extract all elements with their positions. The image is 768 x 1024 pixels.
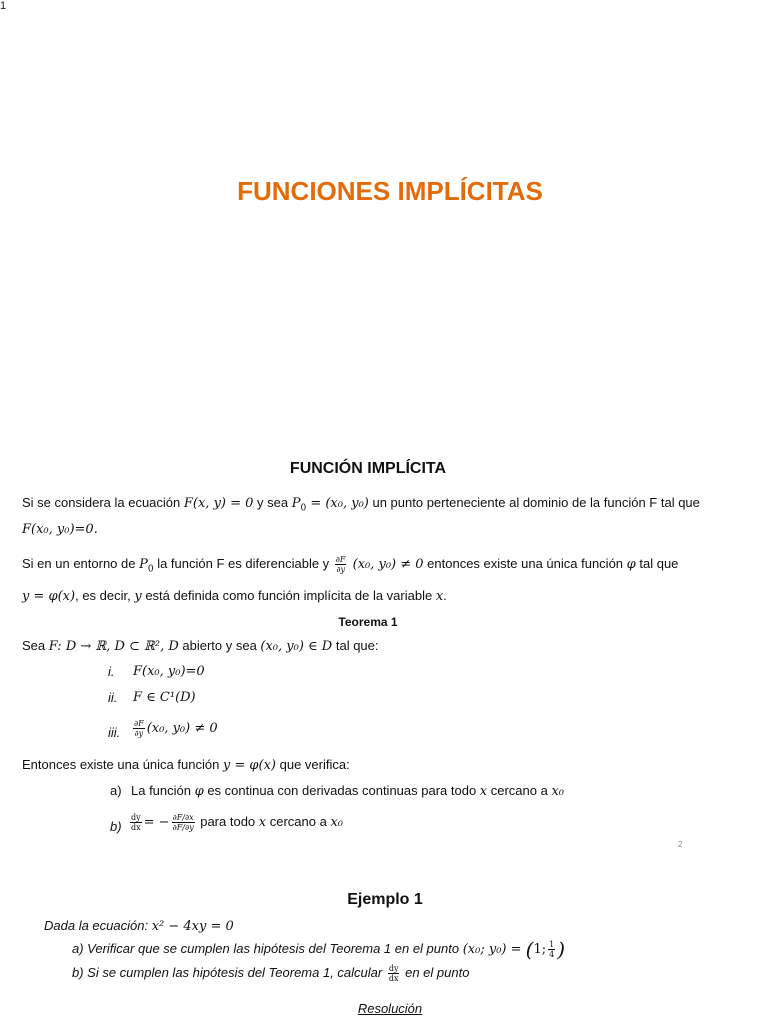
fraction-numerator: dy — [388, 964, 399, 973]
text: tal que — [635, 555, 679, 571]
fraction-numerator: ∂F/∂x — [172, 813, 194, 822]
fraction — [548, 940, 555, 959]
paragraph-1 — [22, 495, 700, 517]
text: a) Verificar que se cumplen las hipótesis del Teorema 1 en el punto — [72, 940, 463, 956]
variable: x₀ — [330, 814, 343, 830]
text: La función — [131, 783, 195, 798]
fraction-denominator: dx — [388, 974, 399, 983]
paragraph-2-line-2 — [22, 588, 447, 605]
fraction-numerator: 1 — [549, 940, 555, 949]
fraction-denominator: ∂y — [336, 565, 345, 574]
point-symbol: P — [139, 556, 148, 572]
equation: = (x₀, y₀) — [306, 496, 369, 511]
text: para todo — [196, 813, 259, 829]
example-item-a — [72, 937, 566, 962]
variable: x — [479, 784, 488, 799]
result-a — [131, 783, 564, 800]
paren: ( — [525, 937, 534, 962]
equation: (x₀, y₀) ≠ 0 — [348, 556, 424, 572]
text: que verifica: — [276, 757, 350, 772]
equation: (x₀; y₀) = — [462, 941, 526, 957]
variable: y — [134, 589, 142, 604]
result-a-number: a) — [110, 783, 122, 798]
conclusion-intro — [22, 757, 350, 774]
equation: x² − 4xy = 0 — [151, 919, 234, 934]
theorem-label: Teorema 1 — [338, 615, 398, 629]
partial-derivative-fraction — [335, 555, 347, 574]
variable: x — [435, 589, 444, 604]
equation: F(x₀, y₀)=0. — [22, 522, 98, 537]
example-given — [44, 918, 234, 935]
subscript: 0 — [300, 503, 307, 514]
condition-3 — [131, 719, 218, 738]
paren: ) — [557, 937, 566, 962]
example-heading: Ejemplo 1 — [347, 891, 423, 908]
phi-symbol: φ — [194, 784, 204, 799]
result-b-number: b) — [110, 819, 122, 834]
variable: x₀ — [551, 784, 565, 799]
equation: = − — [143, 814, 170, 830]
condition-1: F(x₀, y₀)=0 — [133, 664, 205, 679]
text: Si se considera la ecuación — [22, 495, 184, 510]
text: abierto y sea — [178, 638, 261, 653]
result-b — [128, 813, 343, 832]
equation: y = φ(x) — [22, 589, 76, 604]
paragraph-2 — [22, 555, 678, 578]
text: b) Si se cumplen las hipótesis del Teorema 1, calcular — [72, 964, 386, 980]
text: un punto perteneciente al dominio de la función F tal que — [368, 495, 700, 510]
condition-1-number: i. — [108, 664, 115, 679]
text: Entonces existe una única función — [22, 757, 223, 772]
point-symbol: P — [291, 496, 301, 511]
variable: x — [258, 814, 267, 830]
text: Sea — [22, 638, 49, 653]
text: , es decir, — [75, 588, 135, 603]
derivative-fraction — [388, 964, 400, 983]
text: la función F es diferenciable y — [153, 555, 333, 571]
fraction-denominator: dx — [131, 823, 141, 832]
partial-derivative-fraction — [133, 719, 145, 738]
fraction-numerator: ∂F — [335, 555, 346, 564]
example-item-b — [72, 964, 469, 983]
equation: (x₀, y₀) ∈ D — [260, 639, 333, 654]
condition-2-number: ii. — [108, 690, 118, 705]
text: entonces existe una única función — [423, 555, 627, 571]
text: cercano a — [487, 783, 552, 798]
value: 1; — [533, 941, 547, 957]
subscript: 0 — [147, 564, 154, 575]
text: está definida como función implícita de la variable — [141, 588, 436, 603]
fraction-denominator: 4 — [549, 950, 555, 959]
equation: F(x, y) = 0 — [183, 496, 254, 511]
theorem-statement — [22, 638, 379, 655]
paragraph-1-line-2 — [22, 521, 98, 538]
text: cercano a — [266, 813, 331, 829]
page-number-1: 1 — [0, 0, 7, 12]
condition-2: F ∈ C¹(D) — [133, 690, 196, 705]
phi-symbol: φ — [626, 556, 636, 572]
section-heading: FUNCIÓN IMPLÍCITA — [289, 460, 447, 477]
fraction-denominator: ∂y — [134, 729, 144, 738]
fraction-numerator: dy — [131, 813, 141, 822]
text: Si en un entorno de — [22, 555, 140, 571]
text: Dada la ecuación: — [44, 918, 152, 933]
equation: y = φ(x) — [222, 758, 277, 773]
text: . — [443, 588, 447, 603]
text: y sea — [253, 495, 292, 510]
text: es continua con derivadas continuas para todo — [203, 783, 480, 798]
text: en el punto — [401, 964, 470, 980]
fraction-numerator: ∂F — [134, 719, 144, 728]
partial-derivative-ratio — [172, 813, 195, 832]
condition-3-number: iii. — [108, 725, 121, 740]
text: tal que: — [332, 638, 379, 653]
document-title: FUNCIONES IMPLÍCITAS — [237, 176, 543, 206]
page-number-2: 2 — [678, 840, 683, 849]
fraction-denominator: ∂F/∂y — [172, 823, 194, 832]
resolution-heading: Resolución — [357, 1001, 423, 1016]
derivative-fraction — [130, 813, 142, 832]
equation: F: D → ℝ, D ⊂ ℝ², D — [48, 639, 179, 654]
equation: (x₀, y₀) ≠ 0 — [146, 720, 218, 736]
